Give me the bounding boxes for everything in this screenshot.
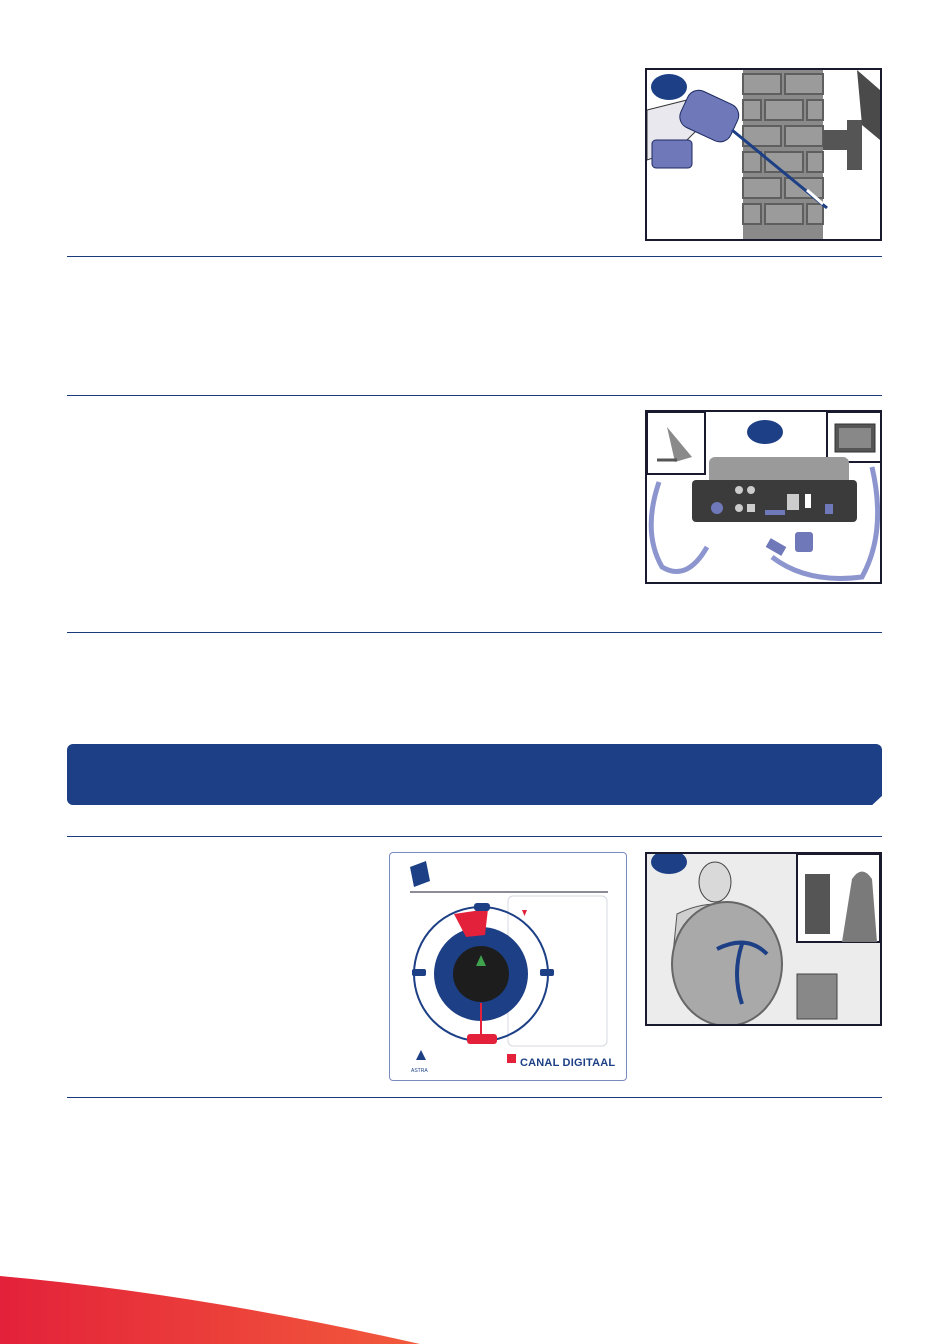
power-adapter-icon [795,532,813,552]
satellite-dial-card [389,852,627,1081]
drill-wall-illustration [645,68,882,241]
divider [67,836,882,837]
divider [67,632,882,633]
phone-call-icon [647,854,880,1024]
hdmi-plug-icon [766,538,787,556]
step-badge [651,74,687,100]
receiver-box-icon [647,412,880,582]
divider [67,395,882,396]
canal-digitaal-logo: CANAL DIGITAAL [520,1057,616,1069]
dish-bracket-icon [823,120,862,170]
receiver-connection-illustration [645,410,882,584]
divider [67,256,882,257]
astra-logo: ASTRA [411,1068,428,1074]
section-banner [67,744,882,805]
footer-swoosh [0,1274,420,1344]
dish-alignment-illustration [645,852,882,1026]
divider [67,1097,882,1098]
